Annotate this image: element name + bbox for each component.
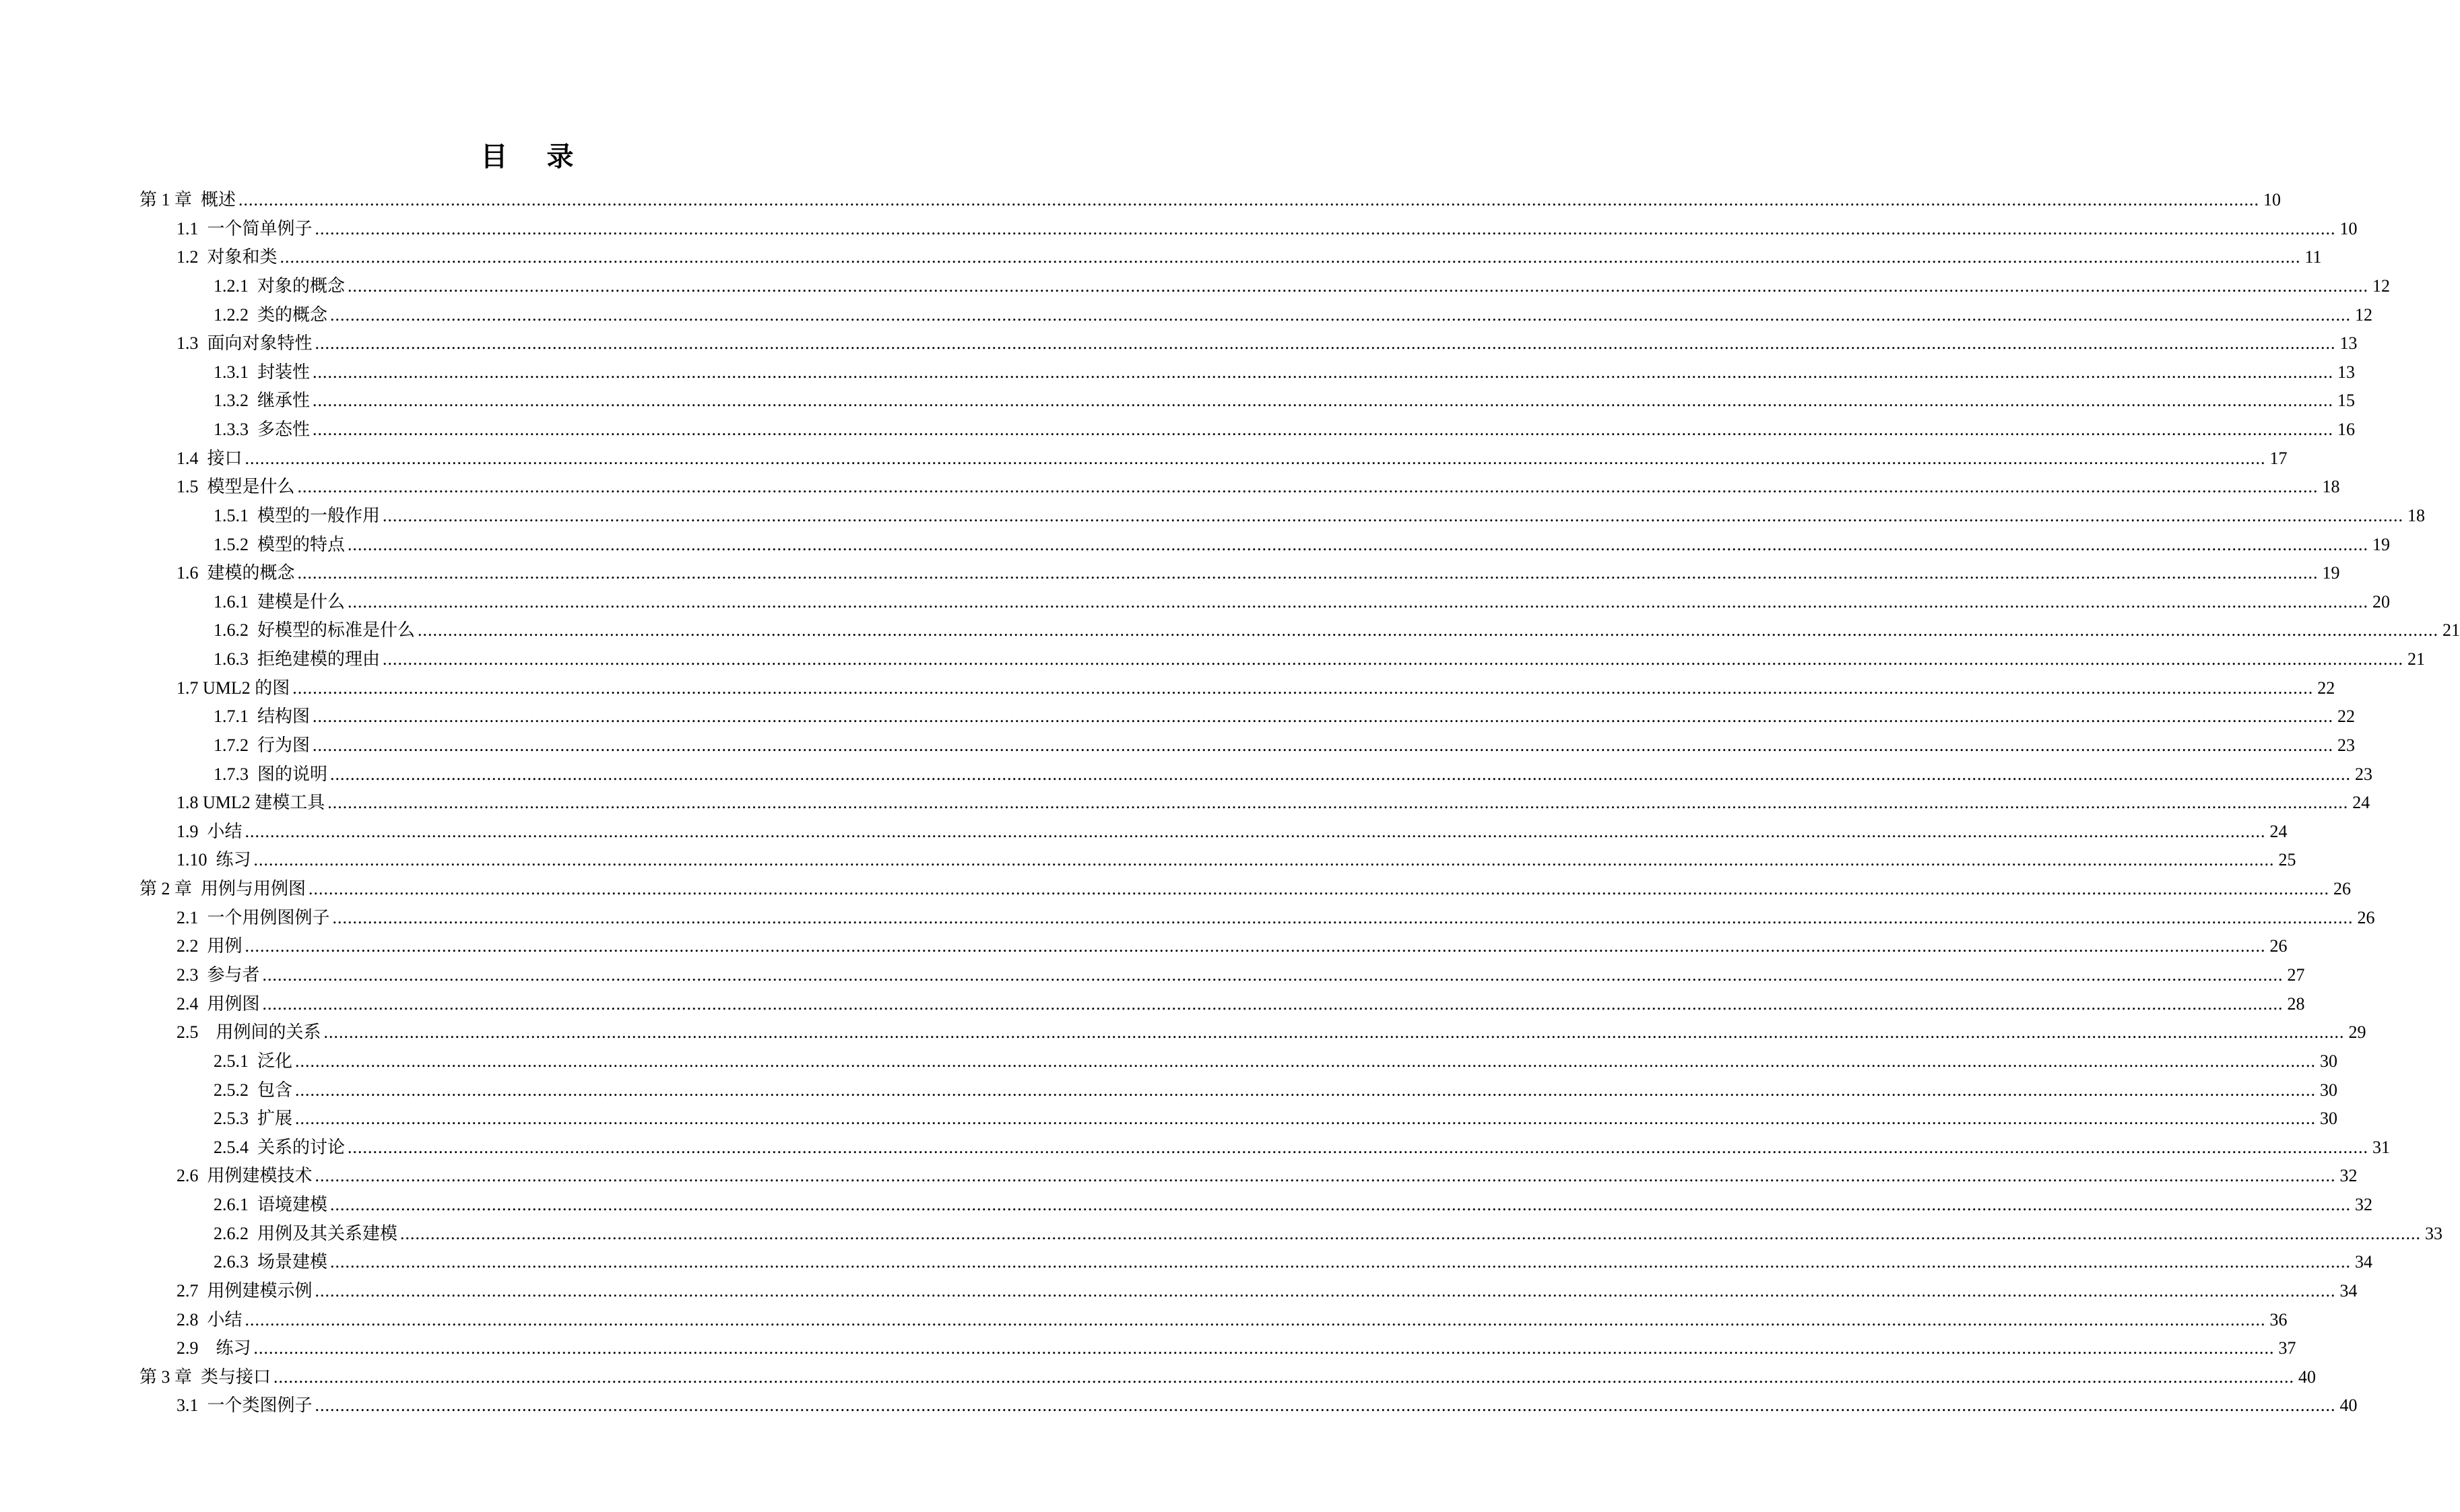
toc-entry[interactable] xyxy=(214,273,2391,300)
toc-entry[interactable] xyxy=(214,416,2356,443)
toc-entry-label: 1.5 模型是什么 xyxy=(176,477,295,497)
dot-leader: ................................................................................................................................................................................................................................................................................................................................................................................................................ xyxy=(330,764,2352,784)
toc-entry-page: 21 xyxy=(2407,649,2426,669)
toc-entry[interactable] xyxy=(176,1392,2358,1419)
toc-entry-page: 26 xyxy=(2357,907,2375,927)
toc-entry[interactable] xyxy=(176,847,2296,874)
toc-entry-label: 第 1 章 概述 xyxy=(139,190,236,209)
toc-entry[interactable] xyxy=(139,1364,2317,1391)
toc-entry-label: 第 2 章 用例与用例图 xyxy=(139,879,306,899)
dot-leader: ................................................................................................................................................................................................................................................................................................................................................................................................................ xyxy=(297,477,2319,497)
toc-entry-label: 2.6.3 场景建模 xyxy=(214,1252,328,1272)
toc-entry-page: 36 xyxy=(2269,1309,2288,1329)
dot-leader: ................................................................................................................................................................................................................................................................................................................................................................................................................ xyxy=(238,190,2260,209)
dot-leader: ................................................................................................................................................................................................................................................................................................................................................................................................................ xyxy=(253,850,2275,870)
dot-leader: ................................................................................................................................................................................................................................................................................................................................................................................................................ xyxy=(313,735,2334,755)
toc-entry-page: 10 xyxy=(2339,218,2358,238)
toc-entry-label: 2.5 用例间的关系 xyxy=(176,1022,321,1043)
toc-entry-page: 30 xyxy=(2320,1109,2338,1129)
toc-entry-page: 10 xyxy=(2263,190,2281,209)
dot-leader: ................................................................................................................................................................................................................................................................................................................................................................................................................ xyxy=(315,1166,2336,1186)
toc-entry-label: 1.5.2 模型的特点 xyxy=(214,534,346,554)
dot-leader: ................................................................................................................................................................................................................................................................................................................................................................................................................ xyxy=(295,1109,2317,1129)
toc-entry-label: 2.5.1 泛化 xyxy=(214,1051,293,1071)
toc-entry[interactable] xyxy=(139,187,2281,213)
dot-leader: ................................................................................................................................................................................................................................................................................................................................................................................................................ xyxy=(315,1280,2336,1301)
toc-entry[interactable] xyxy=(214,387,2356,414)
dot-leader: ................................................................................................................................................................................................................................................................................................................................................................................................................ xyxy=(348,1137,2369,1157)
toc-entry-page: 31 xyxy=(2372,1137,2391,1157)
toc-entry-label: 1.1 一个简单例子 xyxy=(176,218,313,238)
toc-entry[interactable] xyxy=(214,1191,2373,1218)
dot-leader: ................................................................................................................................................................................................................................................................................................................................................................................................................ xyxy=(330,1252,2352,1272)
toc-entry-page: 12 xyxy=(2372,275,2391,296)
toc-entry[interactable] xyxy=(176,473,2340,500)
toc-entry-page: 24 xyxy=(2269,821,2288,841)
toc-entry-page: 17 xyxy=(2269,448,2288,468)
toc-entry[interactable] xyxy=(176,330,2358,357)
toc-entry-page: 18 xyxy=(2322,477,2340,497)
toc-entry-page: 19 xyxy=(2322,563,2340,583)
dot-leader: ................................................................................................................................................................................................................................................................................................................................................................................................................ xyxy=(262,993,2284,1014)
dot-leader: ................................................................................................................................................................................................................................................................................................................................................................................................................ xyxy=(297,563,2319,583)
dot-leader: ................................................................................................................................................................................................................................................................................................................................................................................................................ xyxy=(313,706,2334,727)
toc-entry-page: 40 xyxy=(2339,1395,2358,1416)
toc-entry-page: 16 xyxy=(2337,420,2356,440)
toc-entry-label: 2.6 用例建模技术 xyxy=(176,1166,313,1186)
dot-leader: ................................................................................................................................................................................................................................................................................................................................................................................................................ xyxy=(280,247,2301,267)
toc-entry-page: 32 xyxy=(2339,1166,2358,1186)
toc-entry[interactable] xyxy=(176,216,2358,242)
toc-entry-page: 26 xyxy=(2269,936,2288,956)
dot-leader: ................................................................................................................................................................................................................................................................................................................................................................................................................ xyxy=(315,333,2336,354)
dot-leader: ................................................................................................................................................................................................................................................................................................................................................................................................................ xyxy=(418,620,2439,640)
dot-leader: ................................................................................................................................................................................................................................................................................................................................................................................................................ xyxy=(348,275,2369,296)
toc-entry[interactable] xyxy=(139,876,2352,902)
dot-leader: ................................................................................................................................................................................................................................................................................................................................................................................................................ xyxy=(245,448,2266,468)
toc-entry[interactable] xyxy=(176,1278,2358,1305)
toc-entry-label: 2.6.2 用例及其关系建模 xyxy=(214,1223,398,1243)
toc-entry-page: 18 xyxy=(2407,505,2426,525)
toc-entry-label: 1.3.2 继承性 xyxy=(214,391,311,411)
dot-leader: ................................................................................................................................................................................................................................................................................................................................................................................................................ xyxy=(245,821,2266,841)
page-title: 目 录 xyxy=(480,141,589,172)
dot-leader: ................................................................................................................................................................................................................................................................................................................................................................................................................ xyxy=(313,362,2334,382)
toc-entry[interactable] xyxy=(176,818,2288,845)
toc-entry-label: 2.3 参与者 xyxy=(176,965,260,985)
toc-entry-label: 2.1 一个用例图例子 xyxy=(176,907,330,927)
dot-leader: ................................................................................................................................................................................................................................................................................................................................................................................................................ xyxy=(313,391,2334,411)
dot-leader: ................................................................................................................................................................................................................................................................................................................................................................................................................ xyxy=(245,1309,2266,1329)
toc-entry-page: 24 xyxy=(2352,793,2370,813)
dot-leader: ................................................................................................................................................................................................................................................................................................................................................................................................................ xyxy=(332,907,2354,927)
toc-entry-page: 19 xyxy=(2372,534,2391,554)
toc-entry-page: 23 xyxy=(2337,735,2356,755)
dot-leader: ................................................................................................................................................................................................................................................................................................................................................................................................................ xyxy=(330,304,2352,325)
dot-leader: ................................................................................................................................................................................................................................................................................................................................................................................................................ xyxy=(383,649,2404,669)
toc-entry-page: 26 xyxy=(2333,879,2352,899)
toc-entry-label: 1.5.1 模型的一般作用 xyxy=(214,505,381,525)
toc-entry-label: 1.6.1 建模是什么 xyxy=(214,591,346,612)
toc-entry-page: 20 xyxy=(2372,591,2391,612)
toc-entry-label: 1.3.1 封装性 xyxy=(214,362,311,382)
dot-leader: ................................................................................................................................................................................................................................................................................................................................................................................................................ xyxy=(327,793,2349,813)
toc-entry[interactable] xyxy=(176,675,2335,702)
dot-leader: ................................................................................................................................................................................................................................................................................................................................................................................................................ xyxy=(348,534,2369,554)
dot-leader: ................................................................................................................................................................................................................................................................................................................................................................................................................ xyxy=(295,1051,2317,1071)
toc-entry[interactable] xyxy=(214,1249,2373,1276)
toc-entry-label: 3.1 一个类图例子 xyxy=(176,1395,313,1416)
toc-entry[interactable] xyxy=(176,991,2305,1018)
toc-entry[interactable] xyxy=(176,1019,2366,1046)
toc-entry[interactable] xyxy=(176,1162,2358,1189)
toc-entry-label: 1.7.3 图的说明 xyxy=(214,764,328,784)
toc-entry[interactable] xyxy=(214,1105,2338,1132)
toc-entry-page: 12 xyxy=(2355,304,2373,325)
toc-entry-label: 1.4 接口 xyxy=(176,448,242,468)
toc-entry-label: 2.7 用例建模示例 xyxy=(176,1280,313,1301)
toc-entry-label: 2.6.1 语境建模 xyxy=(214,1195,328,1215)
dot-leader: ................................................................................................................................................................................................................................................................................................................................................................................................................ xyxy=(262,965,2284,985)
toc-entry[interactable] xyxy=(214,1134,2391,1161)
toc-entry-page: 34 xyxy=(2355,1252,2373,1272)
toc-entry[interactable] xyxy=(214,732,2356,759)
toc-entry-label: 1.3.3 多态性 xyxy=(214,420,311,440)
toc-entry-label: 2.4 用例图 xyxy=(176,993,260,1014)
toc-entry-label: 1.6 建模的概念 xyxy=(176,563,295,583)
toc-entry-label: 2.5.3 扩展 xyxy=(214,1109,293,1129)
toc-entry[interactable] xyxy=(176,244,2322,271)
toc-entry-page: 33 xyxy=(2425,1223,2443,1243)
toc-entry-label: 1.2.1 对象的概念 xyxy=(214,275,346,296)
toc-entry[interactable] xyxy=(214,1077,2338,1104)
toc-entry-page: 40 xyxy=(2298,1367,2317,1387)
toc-entry-page: 22 xyxy=(2337,706,2356,727)
toc-entry-page: 30 xyxy=(2320,1051,2338,1071)
toc-entry-label: 1.2.2 类的概念 xyxy=(214,304,328,325)
dot-leader: ................................................................................................................................................................................................................................................................................................................................................................................................................ xyxy=(295,1080,2317,1100)
toc-entry-page: 11 xyxy=(2304,247,2322,267)
toc-entry-label: 2.5.4 关系的讨论 xyxy=(214,1137,346,1157)
toc-entry[interactable] xyxy=(214,617,2460,644)
toc-entry[interactable] xyxy=(214,531,2391,558)
toc-entry-page: 30 xyxy=(2320,1080,2338,1100)
toc-entry-page: 37 xyxy=(2278,1338,2296,1358)
toc-entry-label: 1.8 UML2 建模工具 xyxy=(176,793,325,813)
toc-entry-label: 2.2 用例 xyxy=(176,936,242,956)
toc-entry-page: 34 xyxy=(2339,1280,2358,1301)
toc-entry[interactable] xyxy=(176,962,2305,989)
toc-entry-page: 23 xyxy=(2355,764,2373,784)
toc-entry[interactable] xyxy=(214,646,2426,673)
toc-entry-label: 1.3 面向对象特性 xyxy=(176,333,313,354)
toc-entry[interactable] xyxy=(176,445,2288,472)
toc-entry-page: 21 xyxy=(2442,620,2460,640)
toc-entry[interactable] xyxy=(176,1335,2296,1362)
dot-leader: ................................................................................................................................................................................................................................................................................................................................................................................................................ xyxy=(315,218,2336,238)
toc-entry-page: 28 xyxy=(2287,993,2305,1014)
toc-entry-page: 15 xyxy=(2337,391,2356,411)
toc-entry[interactable] xyxy=(176,933,2288,960)
dot-leader: ................................................................................................................................................................................................................................................................................................................................................................................................................ xyxy=(313,420,2334,440)
toc-entry[interactable] xyxy=(176,789,2370,816)
toc-entry[interactable] xyxy=(214,359,2356,386)
toc-entry[interactable] xyxy=(214,761,2373,788)
toc-entry-page: 27 xyxy=(2287,965,2305,985)
toc-entry-page: 13 xyxy=(2337,362,2356,382)
dot-leader: ................................................................................................................................................................................................................................................................................................................................................................................................................ xyxy=(309,879,2330,899)
toc-entry-page: 13 xyxy=(2339,333,2358,354)
dot-leader: ................................................................................................................................................................................................................................................................................................................................................................................................................ xyxy=(253,1338,2275,1358)
dot-leader: ................................................................................................................................................................................................................................................................................................................................................................................................................ xyxy=(348,591,2369,612)
toc-entry-label: 1.7.2 行为图 xyxy=(214,735,311,755)
toc-entry[interactable] xyxy=(214,1048,2338,1075)
dot-leader: ................................................................................................................................................................................................................................................................................................................................................................................................................ xyxy=(383,505,2404,525)
toc-entry[interactable] xyxy=(214,1220,2443,1247)
toc-entry-label: 1.9 小结 xyxy=(176,821,242,841)
toc-entry-page: 22 xyxy=(2317,678,2335,698)
toc-entry-page: 25 xyxy=(2278,850,2296,870)
toc-entry[interactable] xyxy=(214,589,2391,616)
toc-entry[interactable] xyxy=(176,1307,2288,1334)
toc-entry-label: 2.8 小结 xyxy=(176,1309,242,1329)
dot-leader: ................................................................................................................................................................................................................................................................................................................................................................................................................ xyxy=(330,1195,2352,1215)
dot-leader: ................................................................................................................................................................................................................................................................................................................................................................................................................ xyxy=(273,1367,2295,1387)
dot-leader: ................................................................................................................................................................................................................................................................................................................................................................................................................ xyxy=(315,1395,2336,1416)
dot-leader: ................................................................................................................................................................................................................................................................................................................................................................................................................ xyxy=(245,936,2266,956)
toc-entry-label: 1.6.2 好模型的标准是什么 xyxy=(214,620,416,640)
toc-entry[interactable] xyxy=(176,560,2340,587)
toc-entry[interactable] xyxy=(176,905,2375,931)
toc-entry[interactable] xyxy=(214,703,2356,730)
dot-leader: ................................................................................................................................................................................................................................................................................................................................................................................................................ xyxy=(323,1022,2345,1043)
toc-entry-page: 29 xyxy=(2348,1022,2366,1043)
toc-entry-label: 1.2 对象和类 xyxy=(176,247,278,267)
toc-entry-label: 1.7.1 结构图 xyxy=(214,706,311,727)
toc-entry-page: 32 xyxy=(2355,1195,2373,1215)
dot-leader: ................................................................................................................................................................................................................................................................................................................................................................................................................ xyxy=(400,1223,2422,1243)
toc-entry[interactable] xyxy=(214,302,2373,329)
dot-leader: ................................................................................................................................................................................................................................................................................................................................................................................................................ xyxy=(292,678,2314,698)
toc-entry[interactable] xyxy=(214,502,2426,529)
toc-entry-label: 第 3 章 类与接口 xyxy=(139,1367,271,1387)
toc-entry-label: 2.9 练习 xyxy=(176,1338,251,1358)
toc-entry-label: 2.5.2 包含 xyxy=(214,1080,293,1100)
toc-entry-label: 1.10 练习 xyxy=(176,850,251,870)
toc-entry-label: 1.7 UML2 的图 xyxy=(176,678,290,698)
toc-entry-label: 1.6.3 拒绝建模的理由 xyxy=(214,649,381,669)
